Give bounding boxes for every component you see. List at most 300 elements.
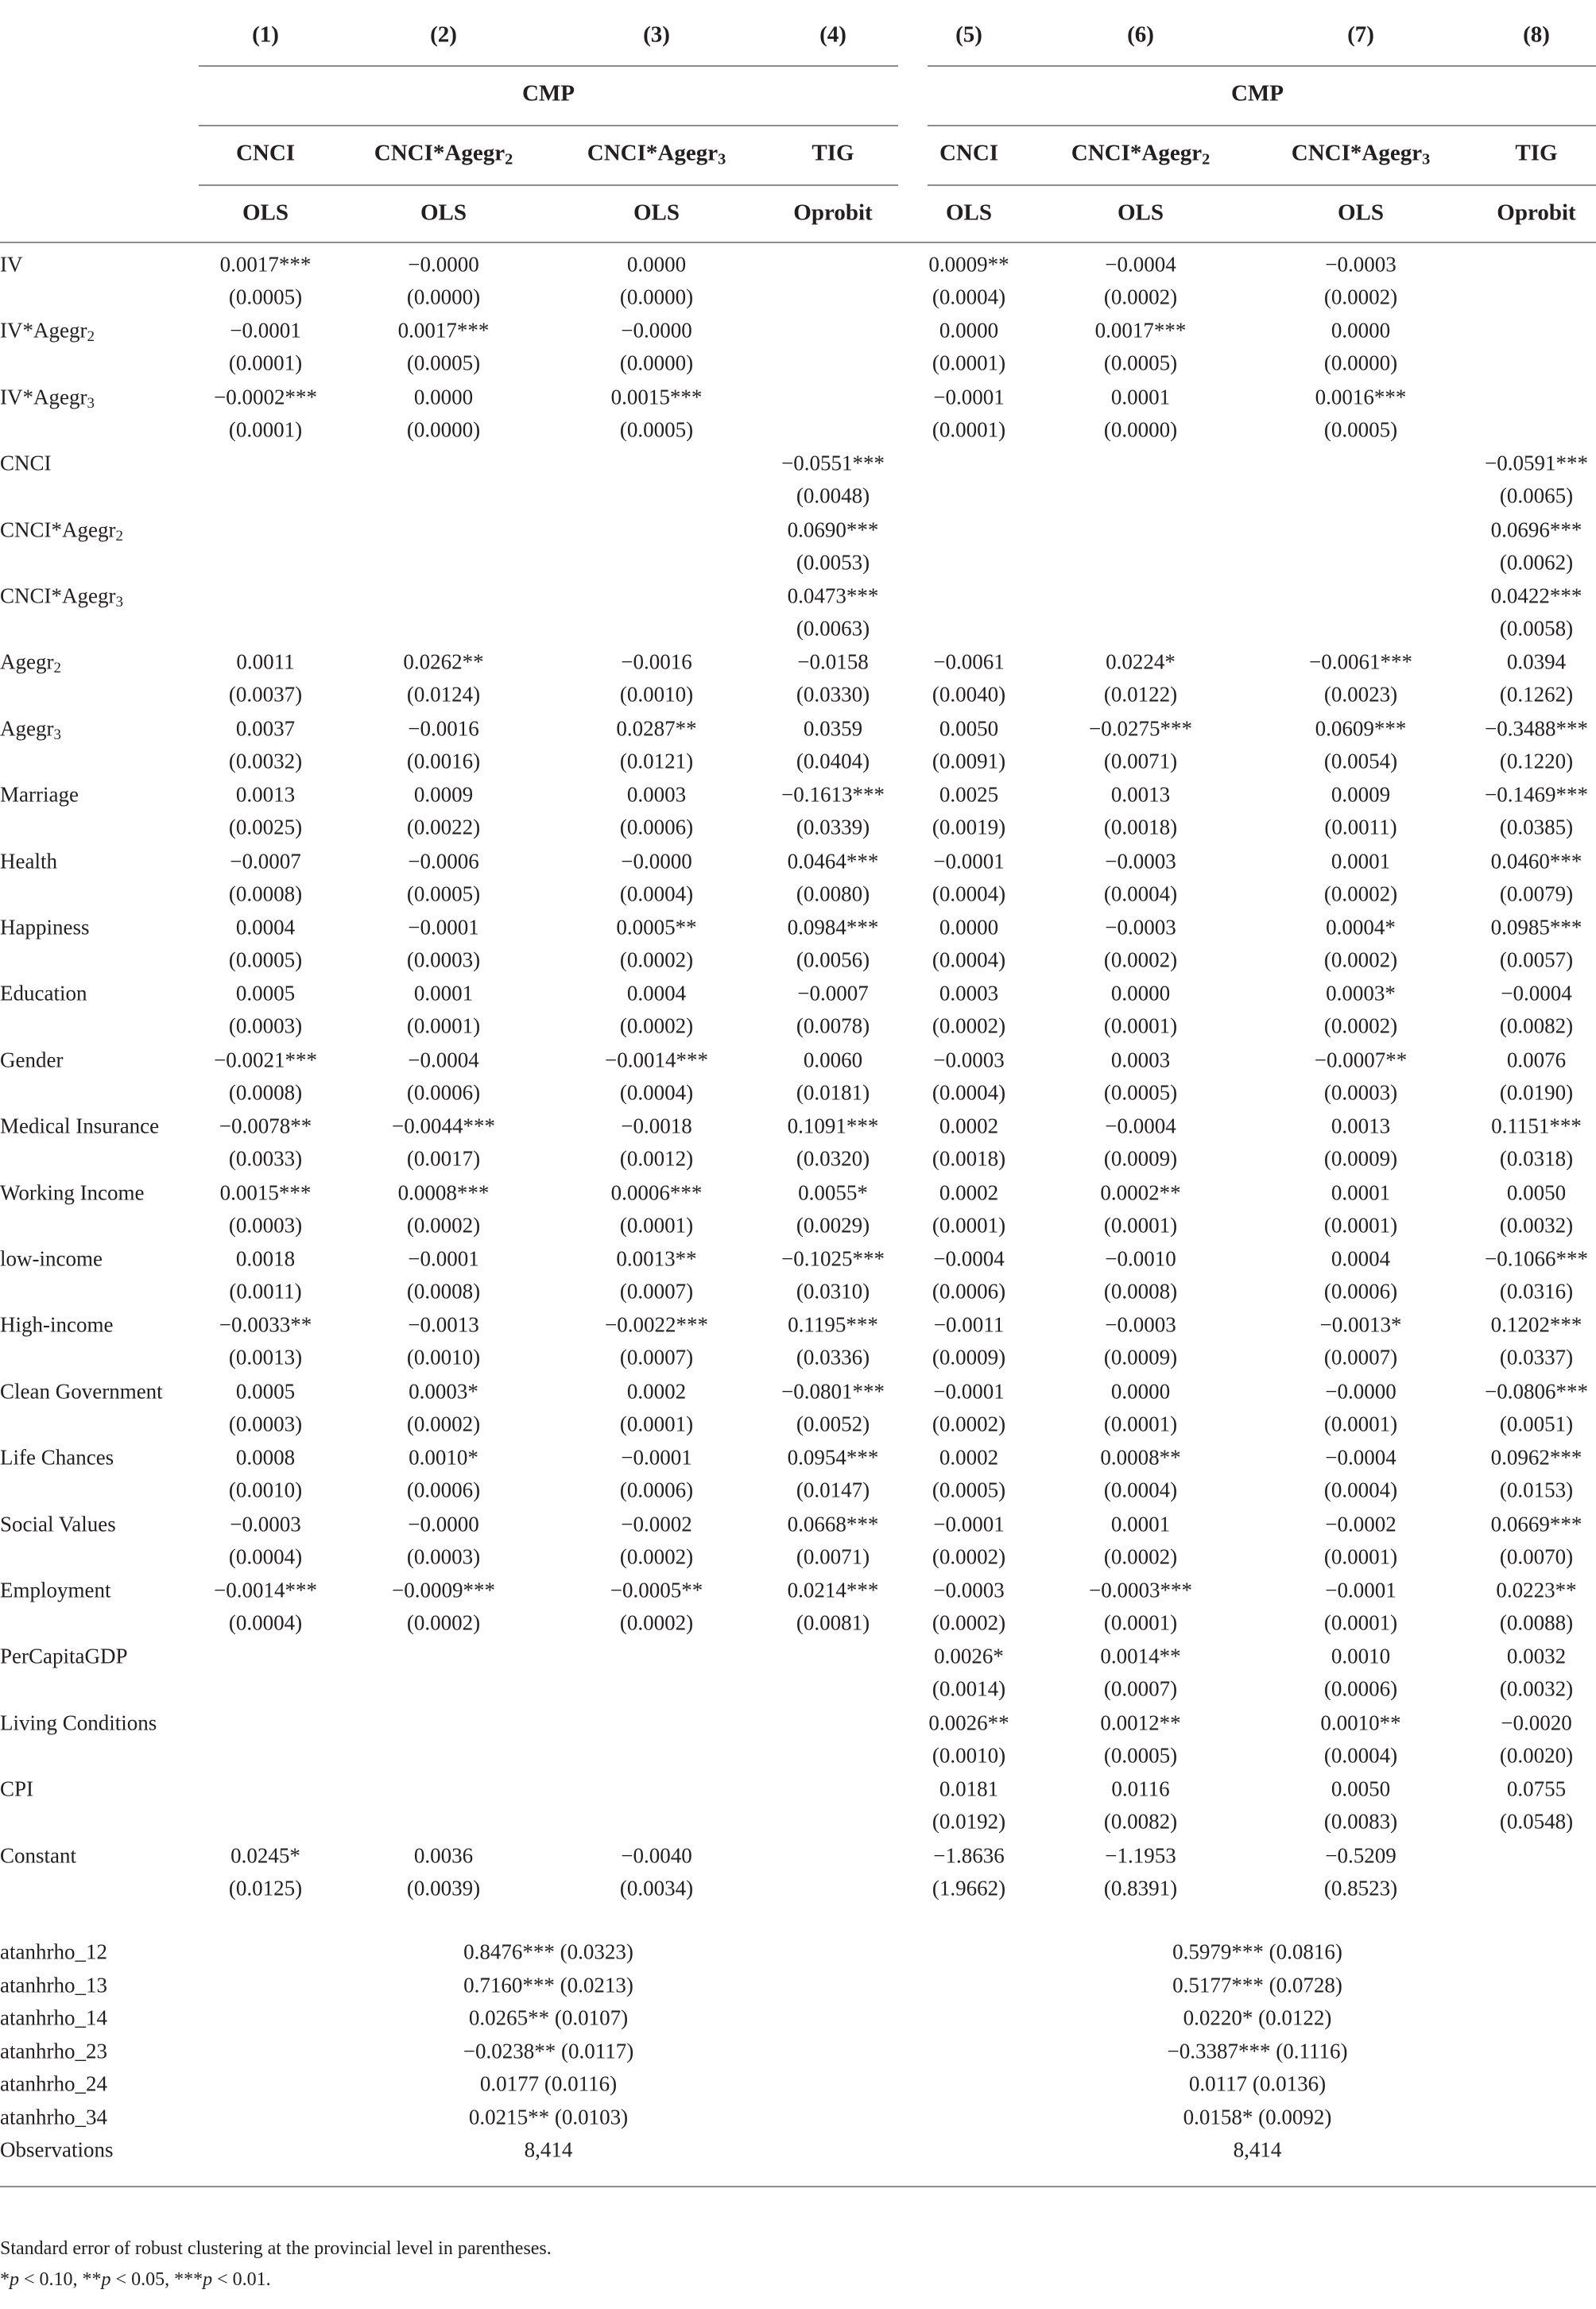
standard-error-cell: (0.0004) [228, 1544, 303, 1569]
standard-error-cell: (0.8391) [1103, 1876, 1178, 1900]
coefficient-cell: −0.0275*** [1089, 716, 1192, 741]
standard-error-cell: (0.0001) [1323, 1412, 1398, 1436]
model-number: (1) [252, 21, 279, 48]
coefficient-cell: 0.0003* [1326, 981, 1396, 1005]
standard-error-cell: (0.0001) [619, 1213, 694, 1238]
coefficient-cell: 0.0460*** [1490, 849, 1582, 874]
estimation-method: OLS [1117, 200, 1164, 226]
coefficient-cell: 0.0003 [939, 981, 999, 1005]
standard-error-cell: (0.0122) [1103, 682, 1178, 707]
standard-error-cell: (0.0001) [228, 351, 303, 375]
stat-label: atanhrho_14 [0, 2005, 107, 2030]
coefficient-cell: −0.0078** [219, 1114, 312, 1138]
stat-value: 0.0265** (0.0107) [468, 2005, 629, 2030]
standard-error-cell: (0.0000) [1323, 351, 1398, 375]
standard-error-cell: (0.0318) [1499, 1146, 1574, 1171]
standard-error-cell: (0.0005) [1103, 1080, 1178, 1105]
coefficient-cell: 0.0000 [939, 318, 999, 343]
coefficient-cell: −0.0005** [610, 1578, 703, 1602]
model-number: (5) [955, 21, 982, 48]
stat-value: 0.0177 (0.0116) [479, 2071, 618, 2096]
estimation-method: OLS [242, 200, 289, 226]
model-number: (4) [819, 21, 846, 48]
standard-error-cell: (0.0001) [1323, 1213, 1398, 1238]
standard-error-cell: (0.0032) [1499, 1676, 1574, 1701]
subscript: 2 [505, 150, 513, 169]
standard-error-cell: (0.0192) [932, 1809, 1006, 1834]
header-rule [199, 184, 898, 186]
standard-error-cell: (0.0011) [229, 1279, 302, 1304]
coefficient-cell: 0.0001 [1110, 385, 1171, 409]
stat-value: 0.5979*** (0.0816) [1172, 1939, 1342, 1964]
standard-error-cell: (0.0010) [228, 1478, 303, 1502]
note-text: < 0.01. [212, 2269, 271, 2290]
standard-error-cell: (0.0006) [619, 815, 694, 839]
coefficient-cell: −0.1025*** [781, 1246, 885, 1271]
standard-error-cell: (0.0124) [406, 682, 481, 707]
coefficient-cell: −1.1953 [1105, 1843, 1176, 1868]
coefficient-cell: 0.0003* [409, 1379, 478, 1404]
coefficient-cell: −0.0007** [1314, 1048, 1408, 1072]
standard-error-cell: (0.0385) [1499, 815, 1574, 839]
row-label: Constant [0, 1843, 77, 1868]
standard-error-cell: (0.0001) [1103, 1412, 1178, 1436]
coefficient-cell: 0.1195*** [788, 1312, 878, 1337]
coefficient-cell: 0.0359 [803, 716, 863, 741]
coefficient-cell: 0.0004 [1331, 1246, 1391, 1271]
coefficient-cell: −0.0004 [408, 1048, 479, 1072]
stat-value: 0.0117 (0.0136) [1188, 2071, 1327, 2096]
header-rule [928, 184, 1596, 186]
coefficient-cell: −0.0158 [797, 649, 869, 674]
coefficient-cell: −0.0003 [1105, 915, 1176, 939]
standard-error-cell: (0.0052) [796, 1412, 870, 1436]
coefficient-cell: −0.0003*** [1089, 1578, 1192, 1602]
standard-error-cell: (0.0000) [406, 285, 481, 309]
row-label: CNCI*Agegr$_3$ [0, 583, 123, 611]
standard-error-cell: (0.0339) [796, 815, 870, 839]
coefficient-cell: −0.5209 [1325, 1843, 1396, 1868]
standard-error-cell: (0.0006) [1323, 1676, 1398, 1701]
coefficient-cell: −0.0016 [621, 649, 692, 674]
coefficient-cell: 0.0004 [626, 981, 687, 1005]
estimation-method: OLS [633, 200, 680, 226]
standard-error-cell: (0.1220) [1499, 749, 1574, 773]
stat-value: 0.5177*** (0.0728) [1172, 1973, 1342, 1997]
stat-label: Observations [0, 2137, 114, 2162]
stat-value: −0.0238** (0.0117) [463, 2039, 634, 2063]
row-label: Living Conditions [0, 1710, 157, 1735]
standard-error-cell: (0.0017) [406, 1146, 481, 1171]
coefficient-cell: −0.0040 [621, 1843, 692, 1868]
standard-error-cell: (0.0002) [1323, 881, 1398, 906]
standard-error-cell: (0.0039) [406, 1876, 481, 1900]
coefficient-cell: 0.0005 [235, 981, 296, 1005]
row-label: IV*Agegr$_2$ [0, 318, 95, 346]
subscript: 3 [115, 594, 123, 611]
coefficient-cell: 0.0001 [1331, 1180, 1391, 1205]
coefficient-cell: −0.0801*** [781, 1379, 885, 1404]
standard-error-cell: (0.1262) [1499, 682, 1574, 707]
standard-error-cell: (0.0033) [228, 1146, 303, 1171]
coefficient-cell: 0.0954*** [787, 1445, 879, 1470]
standard-error-cell: (0.0404) [796, 749, 870, 773]
standard-error-cell: (0.0001) [406, 1013, 481, 1038]
dependent-variable: CNCI*Agegr$_2$ [374, 140, 513, 169]
coefficient-cell: 0.0004 [235, 915, 296, 939]
coefficient-cell: −0.0003 [230, 1512, 301, 1536]
standard-error-cell: (0.0051) [1499, 1412, 1574, 1436]
standard-error-cell: (0.0048) [796, 483, 870, 508]
standard-error-cell: (0.0006) [406, 1478, 481, 1502]
coefficient-cell: 0.0000 [1331, 318, 1391, 343]
standard-error-cell: (0.0018) [932, 1146, 1006, 1171]
standard-error-cell: (0.0032) [1499, 1213, 1574, 1238]
standard-error-cell: (0.0022) [406, 815, 481, 839]
standard-error-cell: (0.0004) [619, 881, 694, 906]
row-label: low-income [0, 1246, 103, 1271]
standard-error-cell: (0.0065) [1499, 483, 1574, 508]
coefficient-cell: 0.0017*** [397, 318, 490, 343]
coefficient-cell: 0.0002 [939, 1180, 999, 1205]
standard-error-cell: (0.0001) [932, 1213, 1006, 1238]
coefficient-cell: 0.0181 [939, 1776, 999, 1801]
coefficient-cell: 0.0016*** [1315, 385, 1407, 409]
standard-error-cell: (0.0088) [1499, 1610, 1574, 1635]
table-note: Standard error of robust clustering at the provincial level in parentheses. [0, 2238, 552, 2259]
coefficient-cell: −0.0002 [1325, 1512, 1396, 1536]
coefficient-cell: 0.0668*** [787, 1512, 879, 1536]
stat-value: 0.0158* (0.0092) [1183, 2105, 1332, 2129]
standard-error-cell: (0.0010) [932, 1743, 1006, 1768]
standard-error-cell: (0.0008) [1103, 1279, 1178, 1304]
coefficient-cell: 0.0962*** [1490, 1445, 1582, 1470]
coefficient-cell: −0.0001 [933, 1379, 1005, 1404]
coefficient-cell: −0.0004 [1501, 981, 1572, 1005]
standard-error-cell: (0.0153) [1499, 1478, 1574, 1502]
standard-error-cell: (0.0002) [619, 1544, 694, 1569]
bottom-rule [0, 2186, 1596, 2187]
group-label: CMP [1230, 80, 1284, 107]
standard-error-cell: (0.0001) [1323, 1544, 1398, 1569]
coefficient-cell: 0.1202*** [1490, 1312, 1582, 1337]
coefficient-cell: 0.0009** [928, 252, 1009, 277]
coefficient-cell: 0.0984*** [787, 915, 879, 939]
coefficient-cell: 0.0014** [1100, 1644, 1181, 1668]
standard-error-cell: (0.0080) [796, 881, 870, 906]
stat-value: 8,414 [524, 2137, 573, 2162]
coefficient-cell: −0.0001 [230, 318, 301, 343]
coefficient-cell: 0.0001 [413, 981, 474, 1005]
header-rule [0, 242, 1596, 243]
coefficient-cell: 0.0000 [939, 915, 999, 939]
standard-error-cell: (0.0071) [796, 1544, 870, 1569]
standard-error-cell: (0.0003) [228, 1412, 303, 1436]
standard-error-cell: (0.0001) [228, 417, 303, 442]
coefficient-cell: 0.0009 [413, 782, 474, 807]
coefficient-cell: 0.0011 [236, 649, 295, 674]
coefficient-cell: 0.0050 [1331, 1776, 1391, 1801]
standard-error-cell: (0.0003) [1323, 1080, 1398, 1105]
coefficient-cell: −0.0001 [621, 1445, 692, 1470]
standard-error-cell: (0.0002) [932, 1412, 1006, 1436]
coefficient-cell: −0.0013* [1319, 1312, 1402, 1337]
coefficient-cell: 0.0000 [626, 252, 687, 277]
coefficient-cell: −0.0001 [408, 915, 479, 939]
standard-error-cell: (0.0016) [406, 749, 481, 773]
dependent-variable: TIG [1515, 140, 1558, 166]
coefficient-cell: 0.0464*** [787, 849, 879, 874]
note-text: < 0.10, ** [19, 2269, 102, 2290]
coefficient-cell: 0.0008 [235, 1445, 296, 1470]
coefficient-cell: 0.0690*** [787, 517, 879, 542]
coefficient-cell: −0.0016 [408, 716, 479, 741]
row-label: Medical Insurance [0, 1114, 160, 1138]
coefficient-cell: 0.0001 [1110, 1512, 1171, 1536]
standard-error-cell: (0.0083) [1323, 1809, 1398, 1834]
standard-error-cell: (0.0003) [406, 947, 481, 972]
stat-value: 0.7160*** (0.0213) [463, 1973, 633, 1997]
row-label: IV*Agegr$_3$ [0, 385, 95, 413]
standard-error-cell: (0.0316) [1499, 1279, 1574, 1304]
standard-error-cell: (1.9662) [932, 1876, 1006, 1900]
standard-error-cell: (0.0002) [932, 1610, 1006, 1635]
standard-error-cell: (0.0037) [228, 682, 303, 707]
coefficient-cell: 0.0017*** [1094, 318, 1187, 343]
coefficient-cell: −0.0551*** [781, 451, 885, 475]
estimation-method: OLS [420, 200, 467, 226]
dependent-variable: TIG [812, 140, 854, 166]
standard-error-cell: (0.0000) [1103, 417, 1178, 442]
standard-error-cell: (0.0006) [932, 1279, 1006, 1304]
row-label: Social Values [0, 1512, 116, 1536]
standard-error-cell: (0.0002) [1323, 947, 1398, 972]
coefficient-cell: 0.0010 [1331, 1644, 1391, 1668]
standard-error-cell: (0.0010) [619, 682, 694, 707]
p-symbol: p [101, 2269, 111, 2290]
standard-error-cell: (0.0025) [228, 815, 303, 839]
coefficient-cell: −0.0013 [408, 1312, 479, 1337]
standard-error-cell: (0.0014) [932, 1676, 1006, 1701]
row-label: Life Chances [0, 1445, 114, 1470]
coefficient-cell: −0.1469*** [1485, 782, 1588, 807]
standard-error-cell: (0.0004) [1103, 1478, 1178, 1502]
standard-error-cell: (0.0003) [228, 1213, 303, 1238]
standard-error-cell: (0.0079) [1499, 881, 1574, 906]
estimation-method: OLS [945, 200, 993, 226]
row-label: Happiness [0, 915, 90, 939]
coefficient-cell: 0.0036 [413, 1843, 474, 1868]
dependent-variable: CNCI*Agegr$_3$ [587, 140, 726, 169]
standard-error-cell: (0.0310) [796, 1279, 870, 1304]
row-label: Working Income [0, 1180, 145, 1205]
coefficient-cell: 0.0026** [928, 1710, 1009, 1735]
coefficient-cell: −0.0004 [1105, 252, 1176, 277]
stat-label: atanhrho_23 [0, 2039, 107, 2063]
standard-error-cell: (0.0009) [1103, 1345, 1178, 1370]
standard-error-cell: (0.0001) [1103, 1213, 1178, 1238]
standard-error-cell: (0.0005) [1323, 417, 1398, 442]
coefficient-cell: −0.0021*** [214, 1048, 317, 1072]
standard-error-cell: (0.0000) [619, 285, 694, 309]
row-label: Marriage [0, 782, 79, 807]
standard-error-cell: (0.0006) [406, 1080, 481, 1105]
standard-error-cell: (0.0004) [619, 1080, 694, 1105]
stat-label: atanhrho_34 [0, 2105, 107, 2129]
standard-error-cell: (0.0023) [1323, 682, 1398, 707]
estimation-method: Oprobit [793, 200, 873, 226]
coefficient-cell: 0.0214*** [787, 1578, 879, 1602]
model-number: (3) [643, 21, 670, 48]
coefficient-cell: 0.0000 [413, 385, 474, 409]
standard-error-cell: (0.0002) [1103, 285, 1178, 309]
coefficient-cell: 0.0008** [1100, 1445, 1181, 1470]
coefficient-cell: −0.0033** [219, 1312, 312, 1337]
coefficient-cell: 0.0006*** [610, 1180, 703, 1205]
standard-error-cell: (0.0078) [796, 1013, 870, 1038]
p-symbol: p [10, 2269, 19, 2290]
group-label: CMP [521, 80, 575, 107]
standard-error-cell: (0.0057) [1499, 947, 1574, 972]
row-label: Gender [0, 1048, 64, 1072]
coefficient-cell: −0.0001 [1325, 1578, 1396, 1602]
coefficient-cell: 0.0018 [235, 1246, 296, 1271]
row-label: Agegr$_2$ [0, 649, 61, 677]
model-number: (2) [430, 21, 457, 48]
coefficient-cell: 0.0060 [803, 1048, 863, 1072]
standard-error-cell: (0.0020) [1499, 1743, 1574, 1768]
row-label: CNCI*Agegr$_2$ [0, 517, 123, 544]
coefficient-cell: −0.0002 [621, 1512, 692, 1536]
row-label: Clean Government [0, 1379, 163, 1404]
standard-error-cell: (0.0054) [1323, 749, 1398, 773]
standard-error-cell: (0.0001) [932, 417, 1006, 442]
standard-error-cell: (0.0125) [228, 1876, 303, 1900]
subscript: 2 [115, 527, 123, 544]
coefficient-cell: 0.0002 [939, 1445, 999, 1470]
coefficient-cell: −0.0006 [408, 849, 479, 874]
coefficient-cell: −0.0061 [933, 649, 1005, 674]
header-rule [199, 65, 898, 67]
standard-error-cell: (0.0056) [796, 947, 870, 972]
coefficient-cell: −0.0007 [230, 849, 301, 874]
standard-error-cell: (0.0004) [1323, 1743, 1398, 1768]
standard-error-cell: (0.0053) [796, 550, 870, 575]
stat-value: 8,414 [1233, 2137, 1282, 2162]
coefficient-cell: −0.1613*** [781, 782, 885, 807]
standard-error-cell: (0.0071) [1103, 749, 1178, 773]
standard-error-cell: (0.0002) [1103, 947, 1178, 972]
coefficient-cell: −0.0000 [621, 849, 692, 874]
standard-error-cell: (0.0004) [1103, 881, 1178, 906]
coefficient-cell: −0.0009*** [392, 1578, 495, 1602]
coefficient-cell: 0.0026* [934, 1644, 1004, 1668]
row-label: CPI [0, 1776, 34, 1801]
standard-error-cell: (0.0032) [228, 749, 303, 773]
standard-error-cell: (0.0002) [619, 1013, 694, 1038]
coefficient-cell: 0.1091*** [787, 1114, 879, 1138]
standard-error-cell: (0.0013) [228, 1345, 303, 1370]
dependent-variable: CNCI [939, 140, 999, 166]
standard-error-cell: (0.0320) [796, 1146, 870, 1171]
coefficient-cell: −0.0022*** [605, 1312, 708, 1337]
coefficient-cell: −0.0003 [1105, 1312, 1176, 1337]
standard-error-cell: (0.0005) [406, 881, 481, 906]
row-label: IV [0, 252, 23, 277]
standard-error-cell: (0.0330) [796, 682, 870, 707]
row-label: PerCapitaGDP [0, 1644, 128, 1668]
coefficient-cell: 0.0025 [939, 782, 999, 807]
coefficient-cell: −0.0002*** [214, 385, 317, 409]
coefficient-cell: 0.0002 [939, 1114, 999, 1138]
standard-error-cell: (0.0002) [1323, 285, 1398, 309]
standard-error-cell: (0.0009) [1323, 1146, 1398, 1171]
standard-error-cell: (0.0004) [1323, 1478, 1398, 1502]
standard-error-cell: (0.0006) [1323, 1279, 1398, 1304]
standard-error-cell: (0.0121) [619, 749, 694, 773]
standard-error-cell: (0.0002) [1103, 1544, 1178, 1569]
subscript: 3 [718, 150, 726, 169]
coefficient-cell: 0.0609*** [1315, 716, 1407, 741]
coefficient-cell: 0.0224* [1106, 649, 1176, 674]
coefficient-cell: −0.0014*** [605, 1048, 708, 1072]
coefficient-cell: −0.0001 [933, 385, 1005, 409]
standard-error-cell: (0.0008) [228, 1080, 303, 1105]
standard-error-cell: (0.0007) [1103, 1676, 1178, 1701]
coefficient-cell: 0.0003 [626, 782, 687, 807]
coefficient-cell: 0.0262** [403, 649, 484, 674]
coefficient-cell: 0.0013** [616, 1246, 697, 1271]
coefficient-cell: −0.0061*** [1309, 649, 1412, 674]
coefficient-cell: −0.0020 [1501, 1710, 1572, 1735]
coefficient-cell: 0.0755 [1506, 1776, 1567, 1801]
dependent-variable: CNCI*Agegr$_3$ [1291, 140, 1431, 169]
stat-value: 0.0220* (0.0122) [1183, 2005, 1332, 2030]
coefficient-cell: −0.0806*** [1485, 1379, 1588, 1404]
stat-value: 0.8476*** (0.0323) [463, 1939, 633, 1964]
coefficient-cell: −0.0010 [1105, 1246, 1176, 1271]
coefficient-cell: 0.0008*** [397, 1180, 490, 1205]
standard-error-cell: (0.0004) [932, 947, 1006, 972]
standard-error-cell: (0.0001) [1103, 1610, 1178, 1635]
coefficient-cell: 0.0422*** [1490, 583, 1582, 608]
coefficient-cell: −0.0001 [933, 1512, 1005, 1536]
standard-error-cell: (0.0009) [932, 1345, 1006, 1370]
stat-label: atanhrho_13 [0, 1973, 107, 1997]
significance-note [0, 2269, 271, 2291]
standard-error-cell: (0.0004) [932, 1080, 1006, 1105]
standard-error-cell: (0.0004) [228, 1610, 303, 1635]
standard-error-cell: (0.0011) [1324, 815, 1397, 839]
standard-error-cell: (0.0000) [406, 417, 481, 442]
standard-error-cell: (0.0010) [406, 1345, 481, 1370]
standard-error-cell: (0.0019) [932, 815, 1006, 839]
stat-label: atanhrho_12 [0, 1939, 107, 1964]
header-rule [199, 125, 898, 126]
standard-error-cell: (0.0001) [1323, 1610, 1398, 1635]
standard-error-cell: (0.0002) [932, 1013, 1006, 1038]
standard-error-cell: (0.0018) [1103, 815, 1178, 839]
standard-error-cell: (0.0008) [228, 881, 303, 906]
coefficient-cell: 0.0013 [235, 782, 296, 807]
coefficient-cell: 0.0015*** [219, 1180, 312, 1205]
coefficient-cell: 0.0696*** [1490, 517, 1582, 542]
standard-error-cell: (0.0337) [1499, 1345, 1574, 1370]
coefficient-cell: 0.0005** [616, 915, 697, 939]
coefficient-cell: −0.1066*** [1485, 1246, 1588, 1271]
standard-error-cell: (0.0004) [932, 881, 1006, 906]
coefficient-cell: 0.0669*** [1490, 1512, 1582, 1536]
